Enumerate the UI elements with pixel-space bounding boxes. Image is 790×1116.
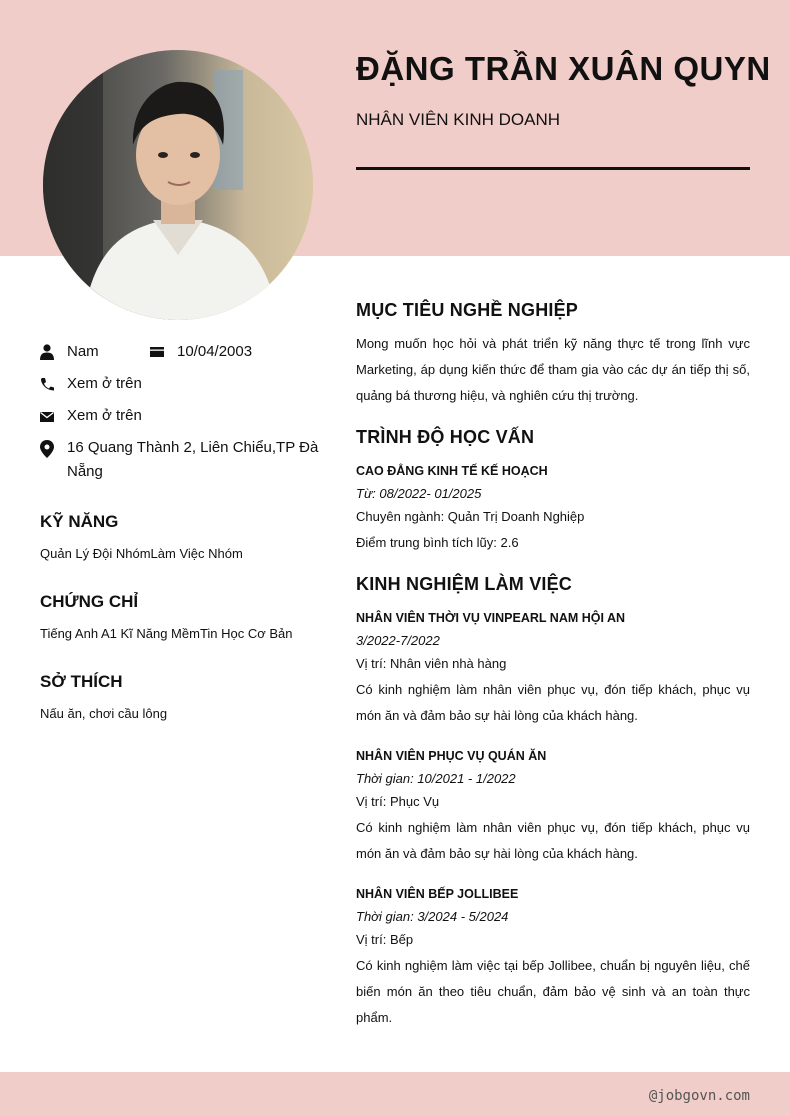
objective-section	[356, 300, 750, 409]
experience-company: NHÂN VIÊN PHỤC VỤ QUÁN ĂN	[356, 749, 547, 763]
education-period: Từ: 08/2022- 01/2025	[356, 486, 482, 501]
experience-period: 3/2022-7/2022	[356, 633, 440, 648]
hobbies-heading: SỞ THÍCH	[40, 672, 123, 691]
gender-text: Nam	[67, 343, 99, 360]
experience-item	[356, 743, 750, 867]
birthdate-item	[150, 340, 252, 364]
phone-text: Xem ở trên	[67, 375, 142, 392]
experience-role: Vị trí: Bếp	[356, 932, 414, 947]
school-name: CAO ĐẲNG KINH TẾ KẾ HOẠCH	[356, 464, 548, 478]
left-column	[40, 340, 320, 724]
hobbies-text: Nấu ăn, chơi cầu lông	[40, 706, 168, 721]
footer-watermark: @jobgovn.com	[648, 1088, 750, 1104]
gender-item	[40, 340, 150, 364]
mail-icon	[40, 408, 54, 424]
experience-desc: Có kinh nghiệm làm nhân viên phục vụ, đón tiếp khách, phục vụ món ăn và đảm bảo sự hài lòng của khách hàng.	[356, 682, 750, 723]
experience-item	[356, 605, 750, 729]
experience-item	[356, 881, 750, 1031]
education-major: Chuyên ngành: Quản Trị Doanh Nghiệp	[356, 509, 585, 524]
experience-period: Thời gian: 3/2024 - 5/2024	[356, 909, 509, 924]
address-text: 16 Quang Thành 2, Liên Chiểu,TP Đà Nẵng	[67, 439, 319, 480]
candidate-name: ĐẶNG TRẦN XUÂN QUYN	[356, 50, 771, 87]
profile-photo	[43, 50, 313, 320]
certificates-text: Tiếng Anh A1 Kĩ Năng MềmTin Học Cơ Bản	[40, 626, 293, 641]
education-section	[356, 427, 750, 556]
experience-period: Thời gian: 10/2021 - 1/2022	[356, 771, 516, 786]
address-item	[40, 436, 320, 484]
experience-desc: Có kinh nghiệm làm nhân viên phục vụ, đón tiếp khách, phục vụ món ăn và đảm bảo sự hài lòng của khách hàng.	[356, 820, 750, 861]
calendar-icon	[150, 344, 164, 360]
location-pin-icon	[40, 440, 54, 458]
phone-icon	[40, 376, 54, 392]
birthdate-text: 10/04/2003	[177, 343, 253, 360]
experience-company: NHÂN VIÊN BẾP JOLLIBEE	[356, 887, 519, 901]
phone-item	[40, 372, 320, 396]
objective-heading: MỤC TIÊU NGHỀ NGHIỆP	[356, 300, 579, 320]
experience-role: Vị trí: Phục Vụ	[356, 794, 440, 809]
objective-text: Mong muốn học hỏi và phát triển kỹ năng thực tế trong lĩnh vực Marketing, áp dụng kiến thức để tham gia vào các dự án tiếp thị số, quảng bá thương hiệu, và nghiên cứu thị trường.	[356, 336, 750, 403]
experience-desc: Có kinh nghiệm làm việc tại bếp Jollibee, chuẩn bị nguyên liệu, chế biến món ăn theo tiêu chuẩn, đảm bảo vệ sinh và an toàn thực phẩm.	[356, 958, 750, 1025]
experience-role: Vị trí: Nhân viên nhà hàng	[356, 656, 507, 671]
email-item	[40, 404, 320, 428]
experience-section	[356, 574, 750, 1031]
skills-heading: KỸ NĂNG	[40, 512, 119, 531]
skills-text: Quản Lý Đội NhómLàm Việc Nhóm	[40, 546, 243, 561]
email-text: Xem ở trên	[67, 407, 142, 424]
right-column	[356, 300, 750, 1049]
header-divider	[356, 167, 750, 170]
education-heading: TRÌNH ĐỘ HỌC VẤN	[356, 427, 535, 447]
person-icon	[40, 344, 54, 360]
experience-company: NHÂN VIÊN THỜI VỤ VINPEARL NAM HỘI AN	[356, 611, 626, 625]
gender-birth-row	[40, 340, 320, 364]
experience-heading: KINH NGHIỆM LÀM VIỆC	[356, 574, 573, 594]
certificates-heading: CHỨNG CHỈ	[40, 592, 139, 611]
education-gpa: Điểm trung bình tích lũy: 2.6	[356, 535, 519, 550]
job-title: NHÂN VIÊN KINH DOANH	[356, 110, 561, 129]
